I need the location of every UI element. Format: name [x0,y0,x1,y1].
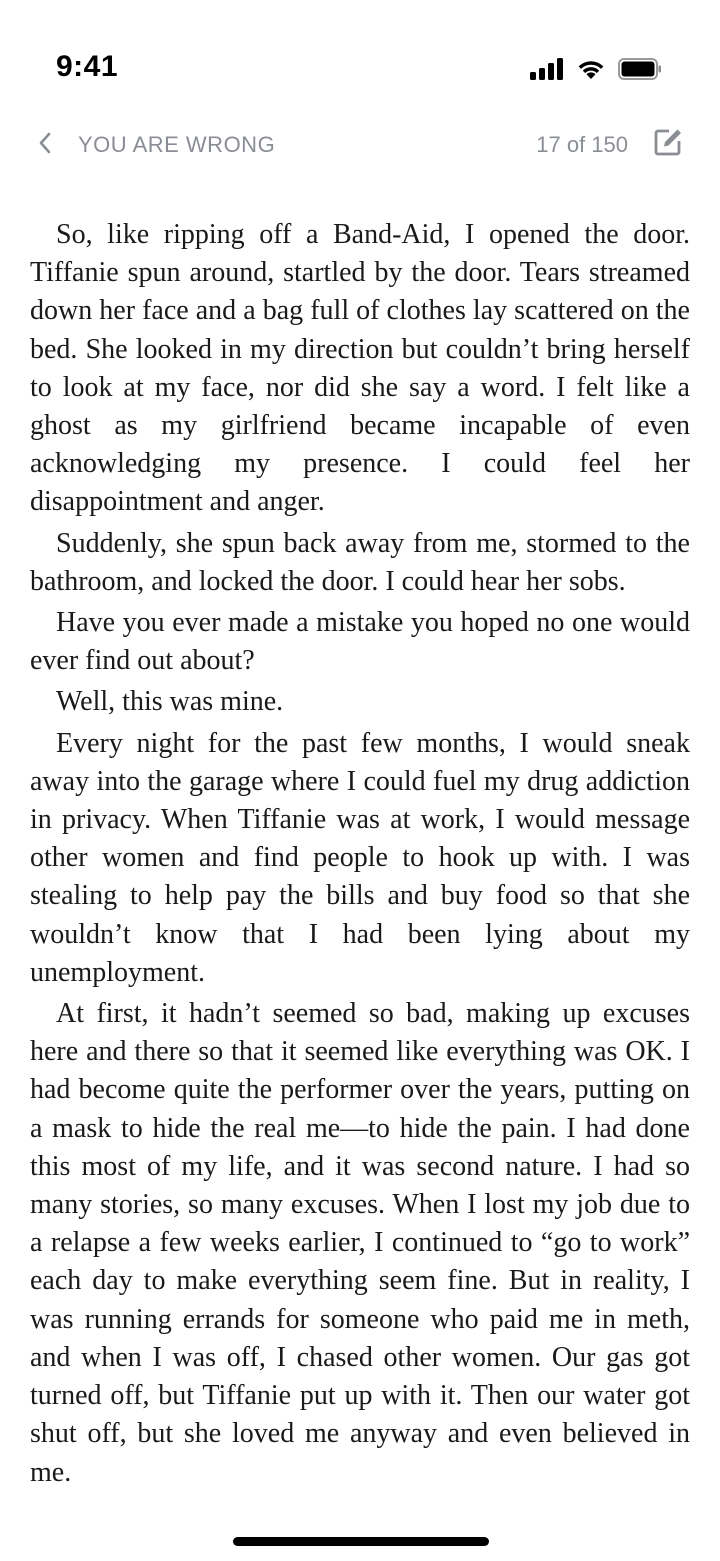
paragraph: Well, this was mine. [56,686,284,718]
battery-icon [618,58,662,85]
edit-note-icon [653,127,683,162]
edit-note-button[interactable] [652,128,684,160]
page-counter: 17 of 150 [536,132,628,157]
status-time: 9:41 [56,50,119,83]
back-button[interactable] [30,130,60,160]
paragraph: Suddenly, she spun back away from me, stormed to the bathroom, and locked the door. I could hear her sobs. [30,527,690,597]
home-indicator[interactable] [233,1537,489,1546]
paragraph: Have you ever made a mistake you hoped no one would ever find out about? [30,607,690,677]
book-title[interactable]: YOU ARE WRONG [78,132,276,157]
status-bar [0,0,720,120]
paragraph: Every night for the past few months, I would sneak away into the garage where I could fuel my drug addiction in privacy. When Tiffanie was at work, I would message other women and find people to hook up with. I was stealing to help pay the bills and buy food so that she wouldn’t know that I had been lying about my unemployment. [30,727,690,988]
reading-content[interactable] [30,216,690,1495]
paragraph: So, like ripping off a Band-Aid, I opened the door. Tiffanie spun around, startled by the door. Tears streamed down her face and a bag full of clothes lay scattered on the bed. She looked in my direction but couldn’t bring herself to look at my face, nor did she say a word. I felt like a ghost as my girlfriend became incapable of even acknowledging my presence. I could feel her disappointment and anger. [30,219,690,518]
status-icons [530,58,662,85]
paragraph: At first, it hadn’t seemed so bad, making up excuses here and there so that it seemed like everything was OK. I had become quite the performer over the years, putting on a mask to hide the real me—to hide the pain. I had done this most of my life, and it was second nature. I had so many stories, so many excuses. When I lost my job due to a relapse a few weeks earlier, I continued to “go to work” each day to make everything seem fine. But in reality, I was running errands for someone who paid me in meth, and when I was off, I chased other women. Our gas got turned off, but Tiffanie put up with it. Then our water got shut off, but she loved me anyway and even believed in me. [30,998,690,1488]
chevron-left-icon [37,131,53,160]
wifi-icon [576,58,606,85]
cellular-signal-icon [530,58,564,85]
reader-nav-bar [0,120,720,170]
